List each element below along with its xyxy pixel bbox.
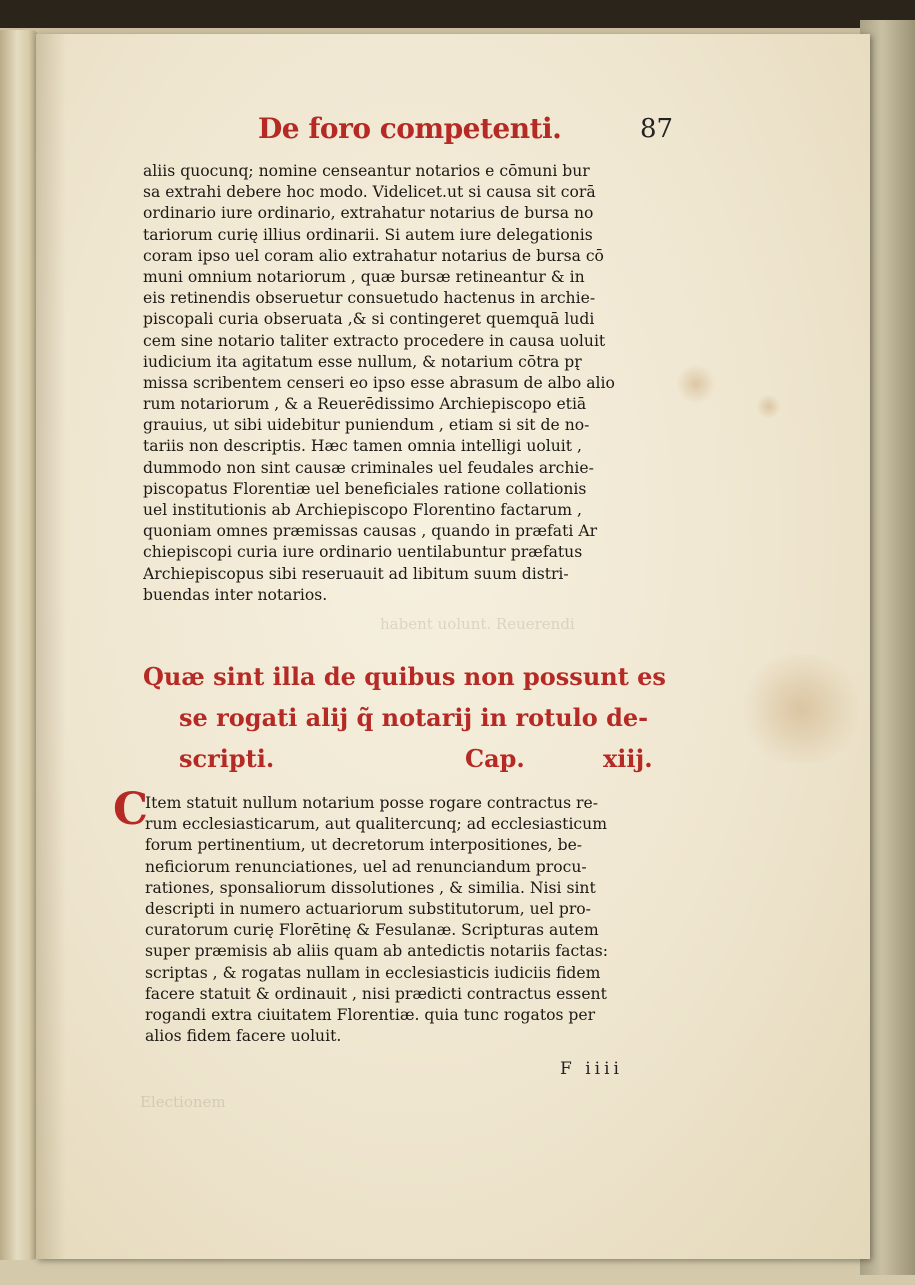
text-line: rogandi extra ciuitatem Florentiæ. quia tunc rogatos per — [145, 1005, 596, 1024]
text-line: aliis quocunq; nomine censeantur notarios e cōmuni bur — [143, 162, 590, 180]
text-line: missa scribentem censeri eo ipso esse abrasum de albo alio — [143, 373, 615, 392]
chapter-number: xiij. — [603, 744, 653, 773]
bleed-through-text: habent uolunt. Reuerendi — [380, 615, 575, 633]
chapter-heading-line-2: se rogati alij q̃ notarij in rotulo de- — [179, 703, 649, 732]
paragraph-1 — [143, 161, 678, 606]
text-line: uel institutionis ab Archiepiscopo Florentino factarum , — [143, 501, 582, 519]
paper-stain — [756, 394, 781, 419]
text-line: tariis non descriptis. Hæc tamen omnia intelligi uoluit , — [143, 437, 582, 456]
chapter-heading-line-3-text: scripti. — [179, 744, 275, 773]
text-line: descripti in numero actuariorum substitutorum, uel pro- — [145, 899, 591, 918]
text-line: iudicium ita agitatum esse nullum, & notarium cōtra pr̨ — [143, 352, 582, 371]
text-line: super præmisis ab aliis quam ab antedictis notariis factas: — [145, 942, 608, 961]
text-line: tariorum curię illius ordinarii. Si autem iure delegationis — [143, 225, 593, 244]
chapter-label: Cap. — [465, 744, 525, 773]
text-line: Archiepiscopus sibi reseruauit ad libitum suum distri- — [143, 564, 569, 583]
text-line: quoniam omnes præmissas causas , quando in præfati Ar — [143, 522, 598, 541]
text-line: chiepiscopi curia iure ordinario uentilabuntur præfatus — [143, 543, 583, 562]
text-line: piscopali curia obseruata ,& si contingeret quemquā ludi — [143, 310, 595, 329]
text-line: coram ipso uel coram alio extrahatur notarius de bursa cō — [143, 246, 604, 265]
text-line: forum pertinentium, ut decretorum interpositiones, be- — [145, 836, 583, 855]
text-line: rationes, sponsaliorum dissolutiones , & similia. Nisi sint — [145, 878, 596, 897]
text-line: curatorum curię Florētinę & Fesulanæ. Scripturas autem — [145, 921, 599, 940]
rubricated-initial: C — [113, 784, 149, 835]
text-line: buendas inter notarios. — [143, 585, 328, 604]
chapter-heading — [143, 656, 683, 779]
text-line: sa extrahi debere hoc modo. Videlicet.ut si causa sit corā — [143, 183, 596, 202]
chapter-heading-line-3 — [143, 738, 683, 779]
bleed-through-text: Electionem — [140, 1093, 226, 1111]
text-line: neficiorum renunciationes, uel ad renunciandum procu- — [145, 857, 587, 876]
running-head: De foro competenti. — [258, 112, 562, 145]
chapter-heading-line-1: Quæ sint illa de quibus non possunt es — [143, 662, 666, 691]
text-line: eis retinendis obseruetur consuetudo hactenus in archie- — [143, 289, 596, 308]
text-line: rum ecclesiasticarum, aut qualitercunq; ad ecclesiasticum — [145, 815, 607, 834]
paragraph-2 — [145, 793, 675, 1047]
text-line: grauius, ut sibi uidebitur puniendum , etiam si sit de no- — [143, 416, 590, 435]
signature-mark: F iiii — [560, 1059, 623, 1079]
text-line: alios fidem facere uoluit. — [145, 1027, 342, 1046]
text-line: piscopatus Florentiæ uel beneficiales ratione collationis — [143, 479, 587, 498]
folio-number: 87 — [640, 114, 674, 144]
paper-stain — [736, 654, 866, 764]
binding-edge — [0, 30, 38, 1260]
text-line: cem sine notario taliter extracto procedere in causa uoluit — [143, 331, 606, 350]
text-line: facere statuit & ordinauit , nisi prædicti contractus essent — [145, 984, 607, 1003]
paper-stain — [676, 364, 716, 404]
text-line: dummodo non sint causæ criminales uel feudales archie- — [143, 458, 594, 477]
text-line: scriptas , & rogatas nullam in ecclesiasticis iudiciis fidem — [145, 963, 601, 982]
text-line: muni omnium notariorum , quæ bursæ retineantur & in — [143, 267, 585, 286]
text-line: rum notariorum , & a Reuerēdissimo Archiepiscopo etiā — [143, 395, 587, 414]
text-line: Item statuit nullum notarium posse rogare contractus re- — [145, 794, 599, 812]
text-line: ordinario iure ordinario, extrahatur notarius de bursa no — [143, 204, 594, 223]
